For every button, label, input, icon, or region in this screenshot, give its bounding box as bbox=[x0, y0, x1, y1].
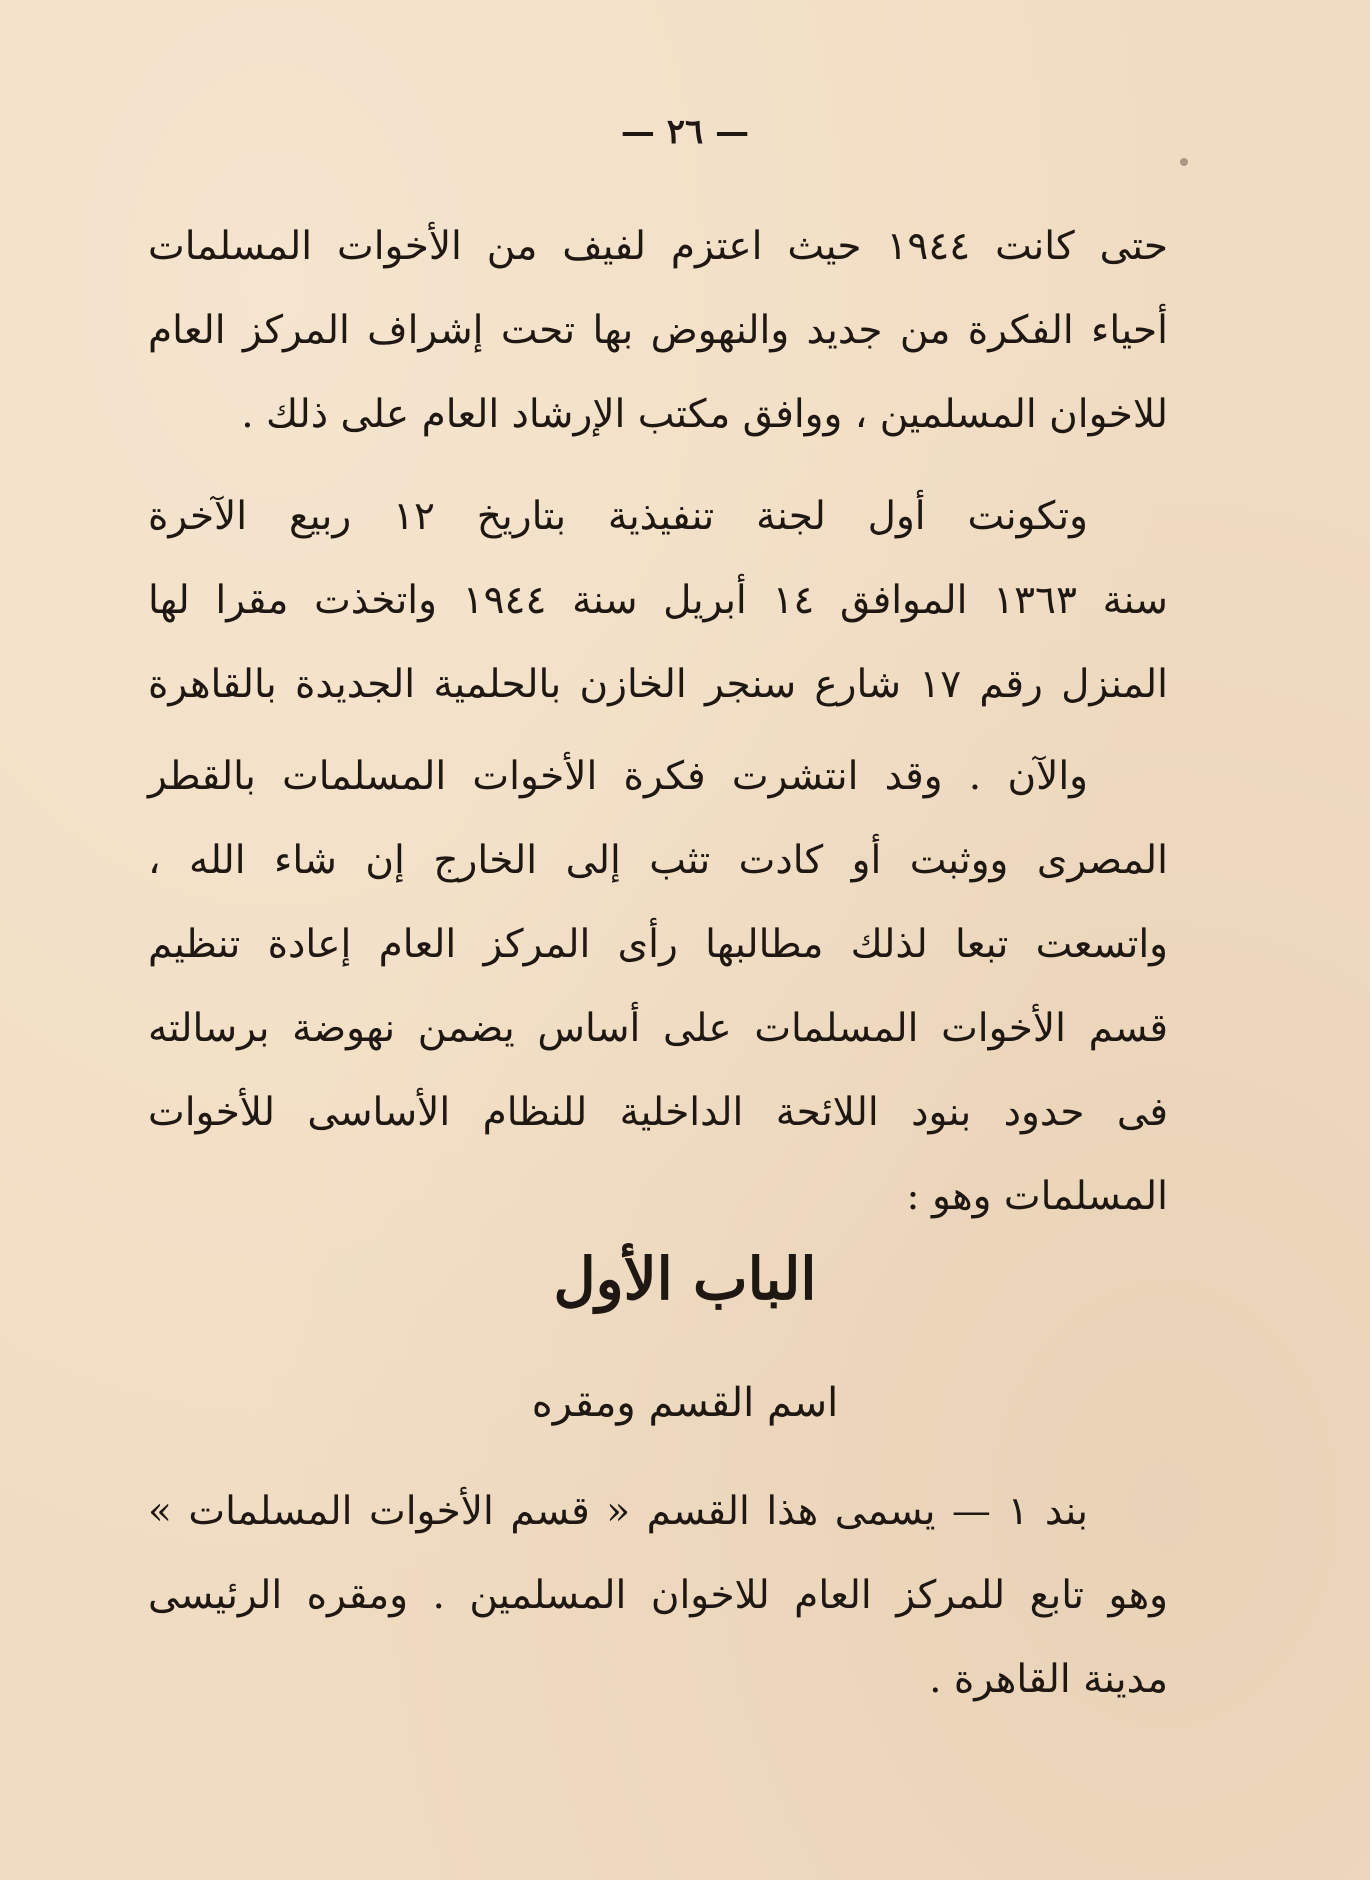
text-line: حتى كانت ١٩٤٤ حيث اعتزم لفيف من الأخوات المسلمات bbox=[148, 224, 1168, 269]
text-line: واتسعت تبعا لذلك مطالبها رأى المركز العام إعادة تنظيم bbox=[148, 922, 1168, 967]
text-line: للاخوان المسلمين ، ووافق مكتب الإرشاد العام على ذلك . bbox=[241, 392, 1168, 437]
chapter-subtitle: اسم القسم ومقره bbox=[531, 1380, 839, 1426]
chapter-title: الباب الأول bbox=[553, 1245, 817, 1313]
article-1 bbox=[148, 1470, 1168, 1722]
text-line: والآن . وقد انتشرت فكرة الأخوات المسلمات بالقطر bbox=[148, 754, 1088, 799]
text-line: فى حدود بنود اللائحة الداخلية للنظام الأساسى للأخوات bbox=[148, 1090, 1168, 1135]
text-line: أحياء الفكرة من جديد والنهوض بها تحت إشراف المركز العام bbox=[148, 308, 1168, 353]
text-line: المنزل رقم ١٧ شارع سنجر الخازن بالحلمية الجديدة بالقاهرة bbox=[148, 662, 1168, 707]
paper-speck bbox=[1180, 158, 1188, 166]
text-line: سنة ١٣٦٣ الموافق ١٤ أبريل سنة ١٩٤٤ واتخذت مقرا لها bbox=[148, 578, 1168, 623]
text-line: مدينة القاهرة . bbox=[929, 1657, 1168, 1702]
paragraph-2 bbox=[148, 475, 1168, 727]
text-line: المسلمات وهو : bbox=[906, 1174, 1168, 1219]
text-line: قسم الأخوات المسلمات على أساس يضمن نهوضة برسالته bbox=[148, 1006, 1168, 1051]
text-line: بند ١ — يسمى هذا القسم « قسم الأخوات المسلمات » bbox=[148, 1489, 1088, 1534]
text-line: وتكونت أول لجنة تنفيذية بتاريخ ١٢ ربيع الآخرة bbox=[148, 494, 1088, 539]
page-number: — ٢٦ — bbox=[620, 112, 750, 152]
text-line: المصرى ووثبت أو كادت تثب إلى الخارج إن شاء الله ، bbox=[148, 838, 1168, 883]
paragraph-3 bbox=[148, 735, 1168, 1239]
text-line: وهو تابع للمركز العام للاخوان المسلمين . ومقره الرئيسى bbox=[148, 1573, 1168, 1618]
paragraph-1 bbox=[148, 205, 1168, 457]
